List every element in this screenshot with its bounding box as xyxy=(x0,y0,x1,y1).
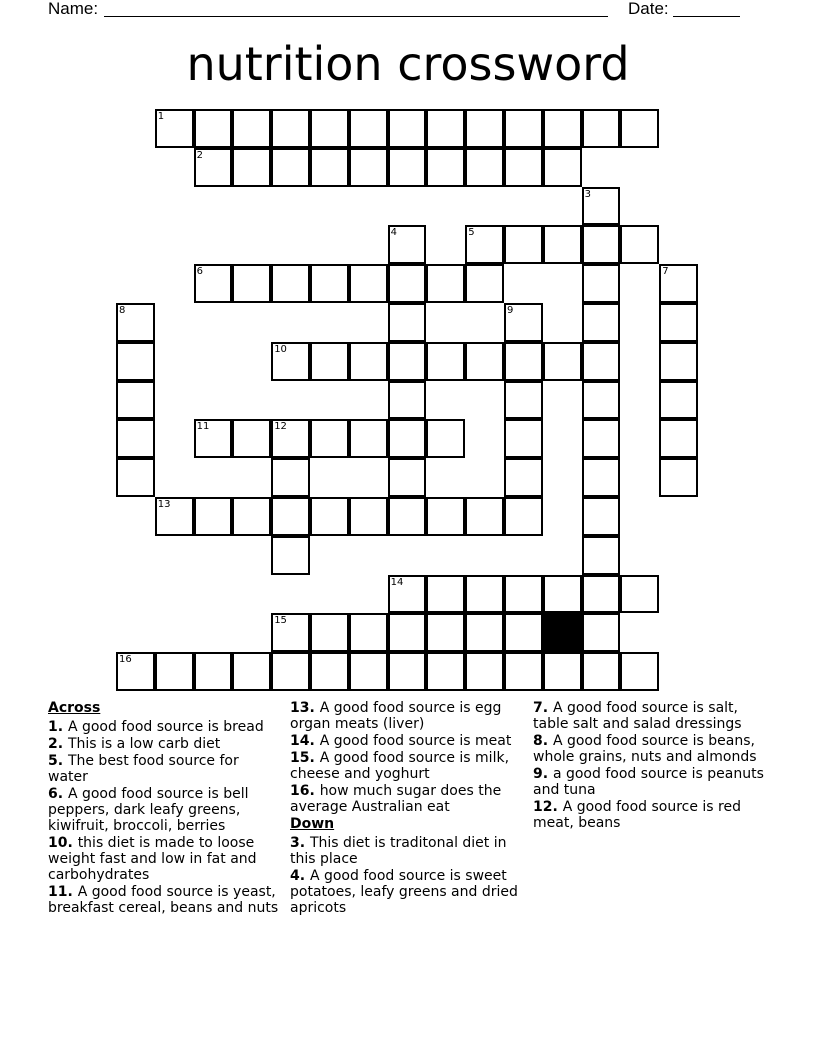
clue-number: 10 xyxy=(274,343,287,355)
clue-item xyxy=(290,868,526,916)
crossword-cell[interactable] xyxy=(310,109,349,148)
crossword-cell[interactable] xyxy=(388,497,427,536)
crossword-cell[interactable] xyxy=(582,652,621,691)
crossword-cell[interactable] xyxy=(388,652,427,691)
crossword-cell[interactable] xyxy=(504,575,543,614)
crossword-cell[interactable] xyxy=(194,264,233,303)
clue-number: 9 xyxy=(507,305,514,316)
clues-column-1 xyxy=(48,700,280,917)
crossword-cell[interactable] xyxy=(388,458,427,497)
clue-item xyxy=(533,766,769,798)
crossword-cell[interactable] xyxy=(349,148,388,187)
crossword-cell[interactable] xyxy=(426,497,465,536)
crossword-cell[interactable] xyxy=(582,536,621,575)
crossword-cell[interactable] xyxy=(349,652,388,691)
crossword-cell[interactable] xyxy=(426,652,465,691)
crossword-cell[interactable] xyxy=(310,419,349,458)
crossword-cell[interactable] xyxy=(388,613,427,652)
down-heading: Down xyxy=(290,816,335,832)
clue-text: This diet is traditonal diet in this place xyxy=(290,835,507,867)
crossword-cell[interactable] xyxy=(504,148,543,187)
clue-number: 5 xyxy=(468,227,475,239)
crossword-cell[interactable] xyxy=(388,264,427,303)
clue-text: A good food source is salt, table salt and salad dressings xyxy=(533,700,742,732)
crossword-cell[interactable] xyxy=(465,225,504,264)
page-title: nutrition crossword xyxy=(186,37,630,91)
crossword-cell[interactable] xyxy=(194,109,233,148)
clue-number: 15 xyxy=(274,615,287,627)
crossword-cell[interactable] xyxy=(543,652,582,691)
date-label: Date: xyxy=(628,0,669,18)
crossword-cell[interactable] xyxy=(504,225,543,264)
crossword-cell[interactable] xyxy=(271,497,310,536)
clue-number-label: 10. xyxy=(48,835,78,851)
black-cell xyxy=(543,613,582,652)
clue-item xyxy=(290,733,526,749)
across-heading: Across xyxy=(48,700,101,716)
clue-number-label: 6. xyxy=(48,786,68,802)
crossword-cell[interactable] xyxy=(543,225,582,264)
clue-number-label: 8. xyxy=(533,733,553,749)
clue-number-label: 14. xyxy=(290,733,320,749)
clue-number-label: 11. xyxy=(48,884,78,900)
crossword-cell[interactable] xyxy=(116,303,155,342)
clues-column-3 xyxy=(533,700,769,832)
clue-number-label: 2. xyxy=(48,736,68,752)
clue-number: 11 xyxy=(196,421,210,433)
crossword-cell[interactable] xyxy=(388,419,427,458)
crossword-cell[interactable] xyxy=(349,419,388,458)
clue-item xyxy=(48,835,280,883)
clue-item xyxy=(48,753,280,785)
crossword-cell[interactable] xyxy=(155,497,194,536)
clue-number-label: 15. xyxy=(290,750,320,766)
crossword-cell[interactable] xyxy=(155,652,194,691)
clue-text: A good food source is yeast, breakfast cereal, beans and nuts xyxy=(48,884,279,916)
clue-number: 13 xyxy=(157,499,171,510)
crossword-cell[interactable] xyxy=(116,652,155,691)
crossword-cell[interactable] xyxy=(620,652,659,691)
clue-text: The best food source for water xyxy=(48,753,239,785)
crossword-cell[interactable] xyxy=(310,342,349,381)
crossword-cell[interactable] xyxy=(465,148,504,187)
crossword-cell[interactable] xyxy=(271,613,310,652)
clue-text: A good food source is sweet potatoes, leafy greens and dried apricots xyxy=(290,868,518,916)
clue-number: 12 xyxy=(274,421,287,433)
crossword-cell[interactable] xyxy=(116,419,155,458)
crossword-cell[interactable] xyxy=(582,613,621,652)
clue-number: 2 xyxy=(196,149,203,161)
clue-text: A good food source is bell peppers, dark leafy greens, kiwifruit, broccoli, berries xyxy=(48,786,249,834)
crossword-cell[interactable] xyxy=(232,264,271,303)
crossword-cell[interactable] xyxy=(388,148,427,187)
crossword-cell[interactable] xyxy=(426,613,465,652)
clue-text: This is a low carb diet xyxy=(67,736,221,752)
crossword-cell[interactable] xyxy=(504,419,543,458)
crossword-cell[interactable] xyxy=(271,342,310,381)
crossword-cell[interactable] xyxy=(465,652,504,691)
crossword-cell[interactable] xyxy=(543,148,582,187)
crossword-cell[interactable] xyxy=(582,187,621,226)
crossword-cell[interactable] xyxy=(388,575,427,614)
clue-number-label: 9. xyxy=(533,766,553,782)
clue-number-label: 16. xyxy=(290,783,320,799)
crossword-cell[interactable] xyxy=(620,225,659,264)
crossword-cell[interactable] xyxy=(620,109,659,148)
clue-item xyxy=(533,799,769,831)
clue-item xyxy=(290,700,526,732)
crossword-cell[interactable] xyxy=(271,458,310,497)
clue-item xyxy=(48,719,280,735)
crossword-cell[interactable] xyxy=(620,575,659,614)
crossword-cell[interactable] xyxy=(582,342,621,381)
crossword-cell[interactable] xyxy=(232,652,271,691)
crossword-cell[interactable] xyxy=(426,419,465,458)
crossword-cell[interactable] xyxy=(116,381,155,420)
crossword-cell[interactable] xyxy=(659,419,698,458)
crossword-cell[interactable] xyxy=(310,652,349,691)
clue-text: A good food source is bread xyxy=(67,719,264,735)
crossword-cell[interactable] xyxy=(232,109,271,148)
crossword-cell[interactable] xyxy=(659,303,698,342)
clue-number-label: 5. xyxy=(48,753,68,769)
crossword-cell[interactable] xyxy=(543,575,582,614)
crossword-cell[interactable] xyxy=(426,342,465,381)
crossword-cell[interactable] xyxy=(582,419,621,458)
crossword-cell[interactable] xyxy=(543,109,582,148)
crossword-cell[interactable] xyxy=(582,225,621,264)
clue-number: 16 xyxy=(119,654,132,666)
crossword-cell[interactable] xyxy=(465,575,504,614)
name-label: Name: xyxy=(48,0,99,18)
crossword-cell[interactable] xyxy=(504,652,543,691)
clue-text: A good food source is red meat, beans xyxy=(533,799,741,831)
down-clue-list xyxy=(290,835,526,916)
clue-number: 14 xyxy=(390,576,404,588)
across-clue-list xyxy=(48,719,280,916)
crossword-cell[interactable] xyxy=(349,497,388,536)
clue-item xyxy=(48,884,280,916)
crossword-cell[interactable] xyxy=(388,381,427,420)
clue-item xyxy=(48,736,280,752)
crossword-cell[interactable] xyxy=(582,264,621,303)
crossword-cell[interactable] xyxy=(465,497,504,536)
crossword-cell[interactable] xyxy=(504,109,543,148)
clue-text: A good food source is egg organ meats (liver) xyxy=(290,700,502,732)
clue-number-label: 4. xyxy=(290,868,310,884)
crossword-cell[interactable] xyxy=(232,148,271,187)
crossword-cell[interactable] xyxy=(465,613,504,652)
clue-number: 1 xyxy=(157,111,165,122)
crossword-cell[interactable] xyxy=(426,148,465,187)
crossword-cell[interactable] xyxy=(349,264,388,303)
crossword-cell[interactable] xyxy=(194,497,233,536)
crossword-cell[interactable] xyxy=(504,303,543,342)
crossword-cell[interactable] xyxy=(116,458,155,497)
crossword-cell[interactable] xyxy=(465,264,504,303)
clue-text: how much sugar does the average Australian eat xyxy=(290,783,502,815)
clue-number: 4 xyxy=(390,227,397,239)
crossword-cell[interactable] xyxy=(232,497,271,536)
clue-number-label: 3. xyxy=(290,835,310,851)
crossword-cell[interactable] xyxy=(232,419,271,458)
crossword-cell[interactable] xyxy=(271,652,310,691)
crossword-cell[interactable] xyxy=(271,109,310,148)
crossword-cell[interactable] xyxy=(582,303,621,342)
clue-number-label: 12. xyxy=(533,799,563,815)
crossword-cell[interactable] xyxy=(388,225,427,264)
crossword-cell[interactable] xyxy=(349,109,388,148)
down-clue-list-continued xyxy=(533,700,769,831)
crossword-cell[interactable] xyxy=(504,458,543,497)
clue-item xyxy=(290,835,526,867)
crossword-cell[interactable] xyxy=(155,109,194,148)
clue-text: A good food source is meat xyxy=(319,733,512,749)
clue-item xyxy=(290,783,526,815)
clue-item xyxy=(48,786,280,834)
clue-item xyxy=(290,750,526,782)
clue-text: A good food source is beans, whole grains, nuts and almonds xyxy=(533,733,757,765)
crossword-cell[interactable] xyxy=(504,613,543,652)
crossword-cell[interactable] xyxy=(426,575,465,614)
crossword-cell[interactable] xyxy=(310,264,349,303)
crossword-cell[interactable] xyxy=(543,342,582,381)
crossword-cell[interactable] xyxy=(310,613,349,652)
across-clue-list-continued xyxy=(290,700,526,815)
clue-number: 8 xyxy=(119,305,126,316)
crossword-cell[interactable] xyxy=(271,419,310,458)
crossword-cell[interactable] xyxy=(426,264,465,303)
crossword-cell[interactable] xyxy=(194,652,233,691)
crossword-cell[interactable] xyxy=(582,458,621,497)
crossword-cell[interactable] xyxy=(388,342,427,381)
crossword-cell[interactable] xyxy=(426,109,465,148)
clue-text: A good food source is milk, cheese and yoghurt xyxy=(290,750,510,782)
crossword-cell[interactable] xyxy=(388,109,427,148)
crossword-cell[interactable] xyxy=(659,458,698,497)
crossword-cell[interactable] xyxy=(465,109,504,148)
crossword-cell[interactable] xyxy=(116,342,155,381)
crossword-cell[interactable] xyxy=(582,497,621,536)
crossword-cell[interactable] xyxy=(271,264,310,303)
crossword-cell[interactable] xyxy=(659,342,698,381)
crossword-cell[interactable] xyxy=(310,148,349,187)
crossword-cell[interactable] xyxy=(504,497,543,536)
crossword-cell[interactable] xyxy=(194,419,233,458)
crossword-cell[interactable] xyxy=(271,148,310,187)
crossword-cell[interactable] xyxy=(659,381,698,420)
crossword-cell[interactable] xyxy=(271,536,310,575)
clue-number-label: 13. xyxy=(290,700,320,716)
clue-text: this diet is made to loose weight fast and low in fat and carbohydrates xyxy=(48,835,257,883)
clue-text: a good food source is peanuts and tuna xyxy=(533,766,764,798)
crossword-cell[interactable] xyxy=(659,264,698,303)
clue-number: 3 xyxy=(584,188,591,200)
clue-item xyxy=(533,733,769,765)
crossword-cell[interactable] xyxy=(465,342,504,381)
crossword-cell[interactable] xyxy=(310,497,349,536)
clue-item xyxy=(533,700,769,732)
crossword-cell[interactable] xyxy=(504,381,543,420)
crossword-cell[interactable] xyxy=(582,109,621,148)
crossword-cell[interactable] xyxy=(349,613,388,652)
crossword-cell[interactable] xyxy=(504,342,543,381)
clue-number-label: 7. xyxy=(533,700,553,716)
crossword-cell[interactable] xyxy=(582,381,621,420)
clue-number: 7 xyxy=(662,266,669,278)
clue-number: 6 xyxy=(196,266,203,278)
clues-column-2 xyxy=(290,700,526,917)
clue-number-label: 1. xyxy=(48,719,68,735)
crossword-cell[interactable] xyxy=(349,342,388,381)
crossword-cell[interactable] xyxy=(194,148,233,187)
crossword-cell[interactable] xyxy=(582,575,621,614)
crossword-cell[interactable] xyxy=(388,303,427,342)
